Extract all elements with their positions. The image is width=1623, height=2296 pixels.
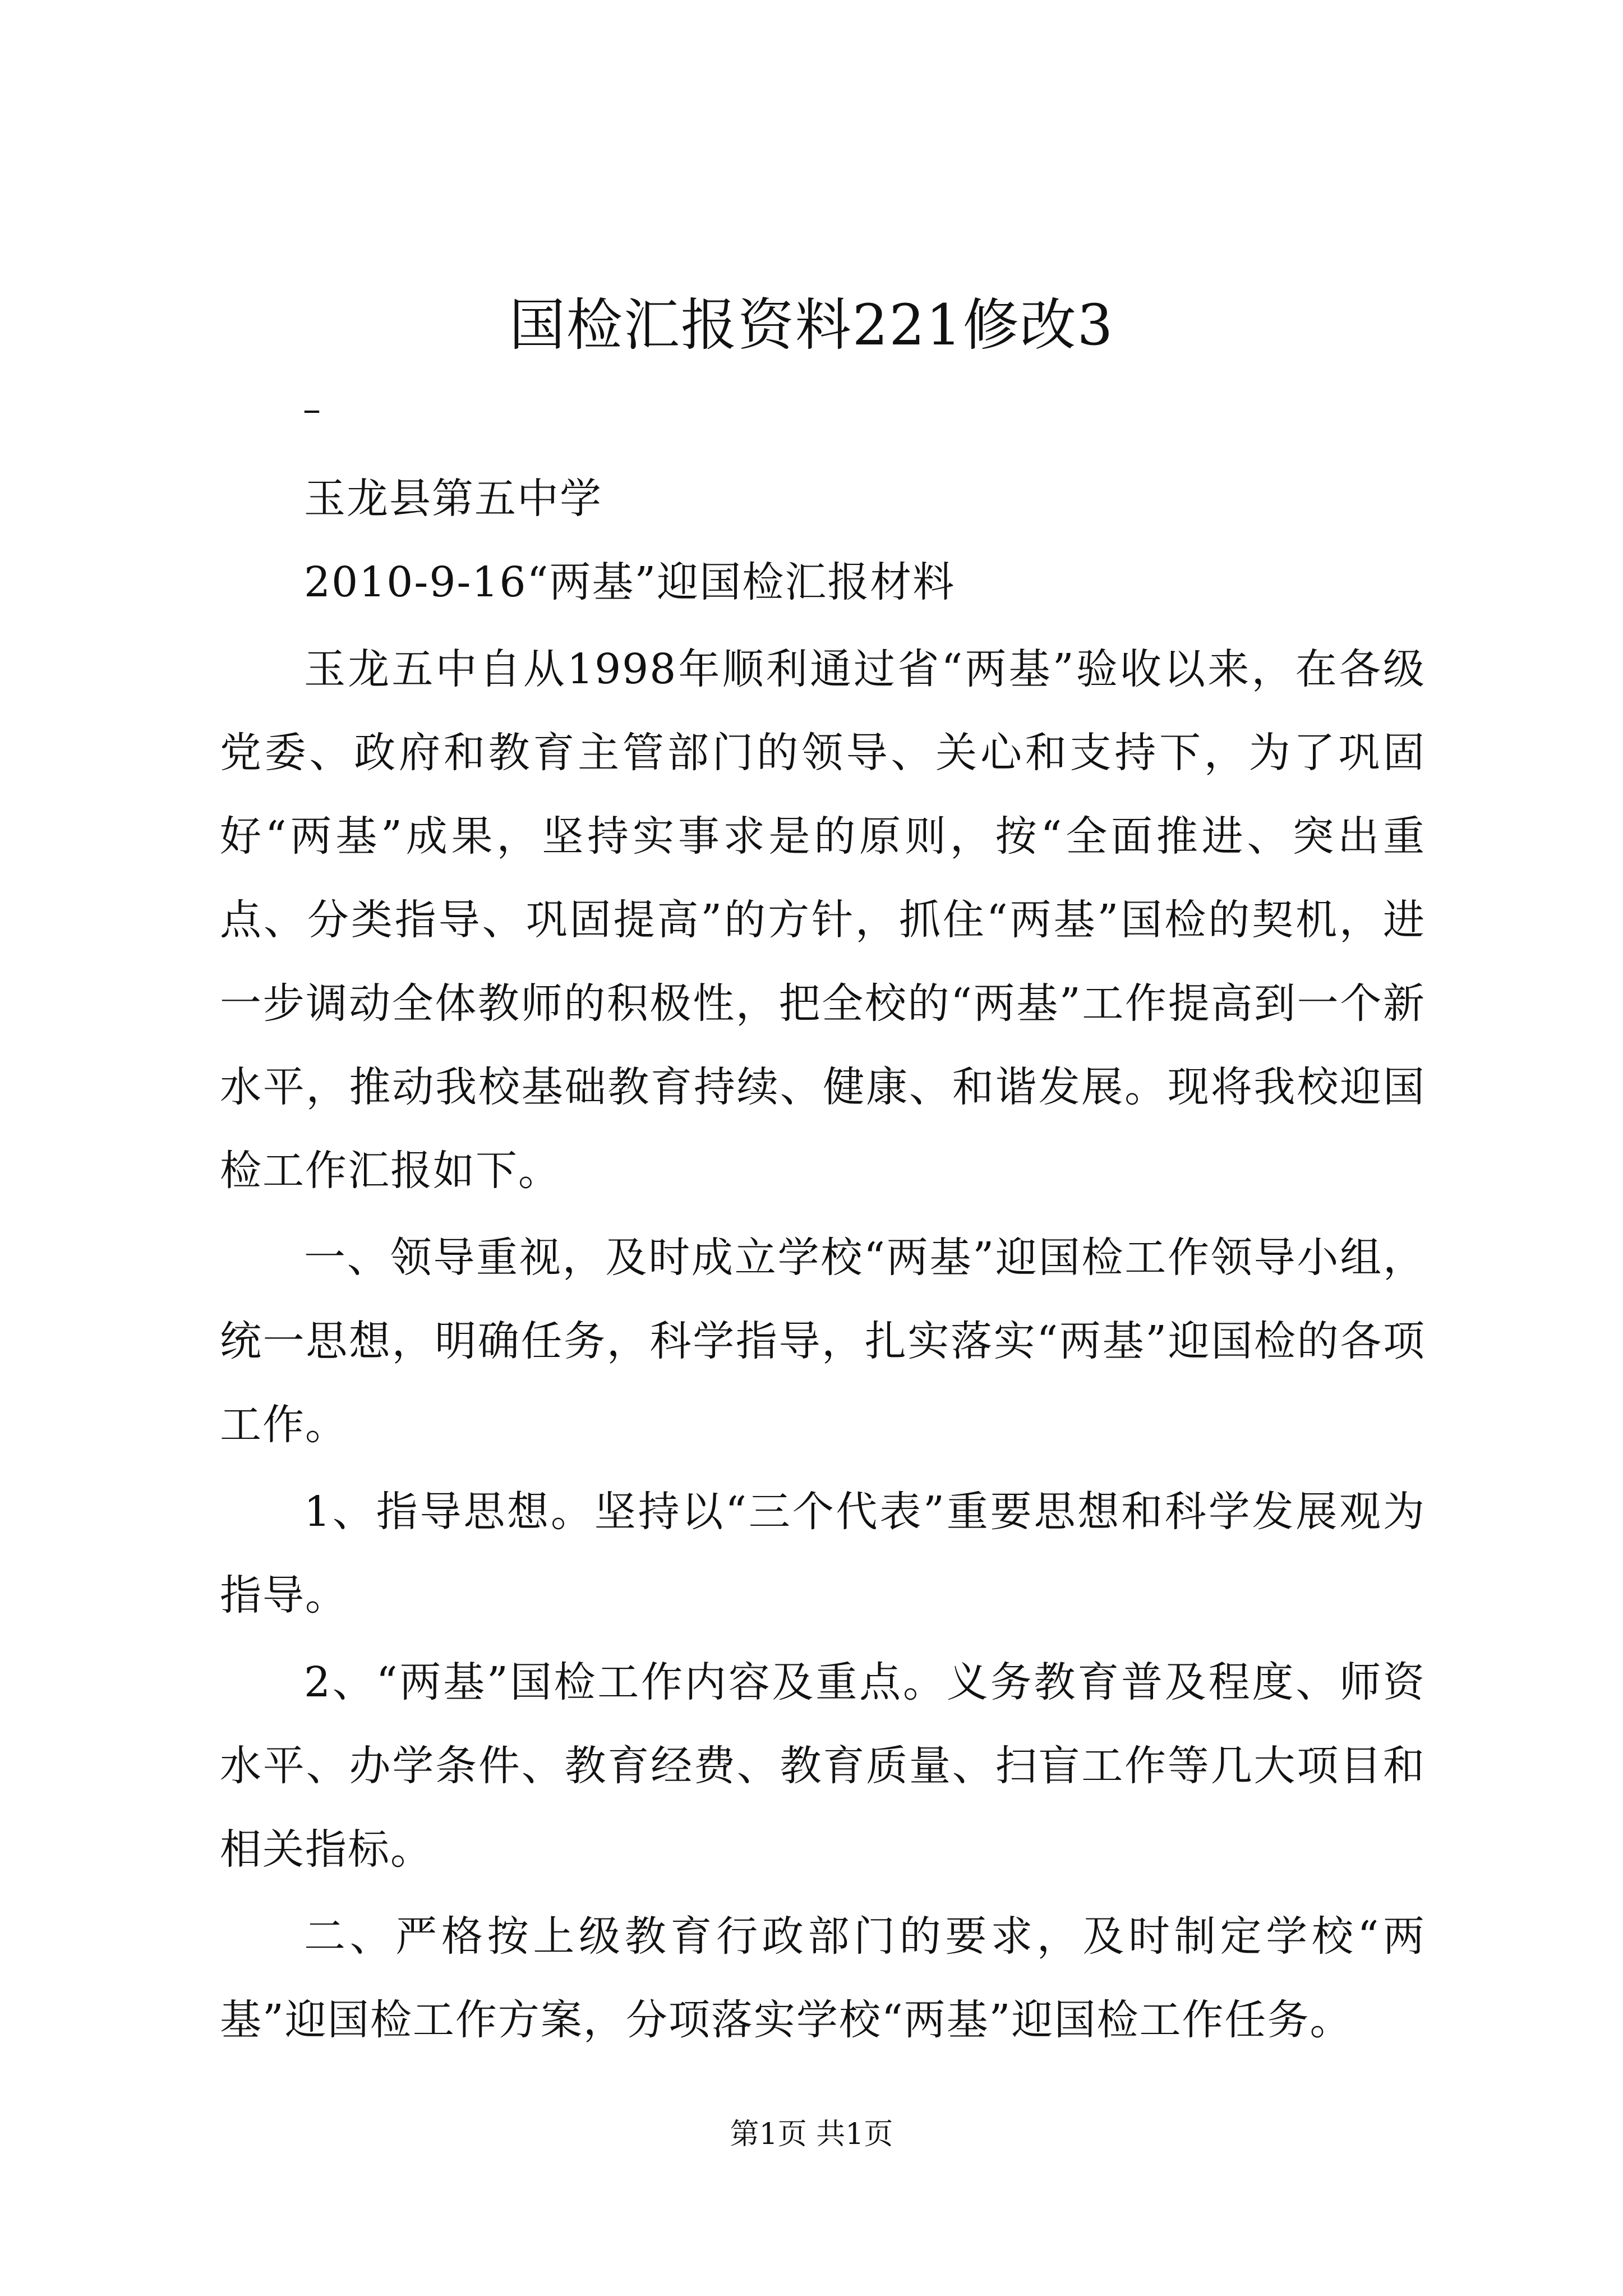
paragraph-report-heading: 2010-9-16“两基”迎国检汇报材料 [304,558,956,606]
paragraph-item-two: 2、“两基”国检工作内容及重点。义务教育普及程度、师资水平、办学条件、教育经费、教育质量、扫盲工作等几大项目和相关指标。 [220,1658,1426,1874]
document-body [220,457,1426,2062]
paragraph-school-name: 玉龙县第五中学 [304,475,602,523]
paragraph-section-two: 二、严格按上级教育行政部门的要求，及时制定学校“两基”迎国检工作方案，分项落实学校“两基”迎国检工作任务。 [220,1912,1426,2044]
separator-dash: – [303,389,321,430]
paragraph-item-one: 1、指导思想。坚持以“三个代表”重要思想和科学发展观为指导。 [220,1488,1426,1619]
document-title: 国检汇报资料221修改3 [509,292,1114,358]
paragraph-introduction: 玉龙五中自从1998年顺利通过省“两基”验收以来，在各级党委、政府和教育主管部门的领导、关心和支持下，为了巩固好“两基”成果，坚持实事求是的原则，按“全面推进、突出重点、分类指导、巩固提高”的方针，抓住“两基”国检的契机，进一步调动全体教师的积极性，把全校的“两基”工作提高到一个新水平，推动我校基础教育持续、健康、和谐发展。现将我校迎国检工作汇报如下。 [220,645,1426,1195]
page-footer: 第1页 共1页 [730,2118,893,2151]
paragraph-section-one: 一、领导重视，及时成立学校“两基”迎国检工作领导小组，统一思想，明确任务，科学指导，扎实落实“两基”迎国检的各项工作。 [220,1234,1426,1449]
